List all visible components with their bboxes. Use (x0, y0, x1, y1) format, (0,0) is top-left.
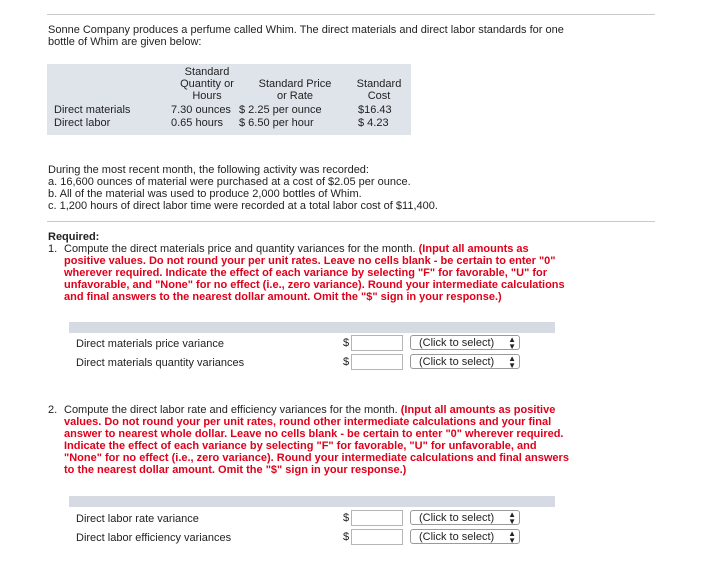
row-materials-quantity: 7.30 ounces (171, 104, 231, 116)
col-quantity-header-1: Standard (184, 66, 230, 78)
standards-table (47, 64, 411, 135)
activity-item-a: a. 16,600 ounces of material were purchased at a cost of $2.05 per ounce. (48, 176, 411, 188)
col-quantity-header-2: Quantity or (180, 78, 234, 90)
col-cost-header-2: Cost (367, 90, 391, 102)
labor-rate-variance-input[interactable] (351, 510, 403, 526)
required-heading: Required: (48, 231, 100, 243)
q1-question: Compute the direct materials price and quantity variances for the month. (64, 243, 416, 255)
labor-rate-effect-select[interactable] (410, 510, 520, 525)
q1-instruction-2: positive values. Do not round your per unit rates. Leave no cells blank - be certain to enter "0" (64, 255, 556, 267)
labor-rate-currency: $ (343, 512, 350, 524)
intro-line-1: Sonne Company produces a perfume called Whim. The direct materials and direct labor standards for one (48, 24, 564, 36)
q2-answer-table (69, 507, 555, 549)
activity-item-c: c. 1,200 hours of direct labor time were recorded at a total labor cost of $11,400. (48, 200, 438, 212)
select-arrows-icon: ▲ ▼ (508, 529, 516, 545)
row-materials-price: $ 2.25 per ounce (239, 104, 322, 116)
activity-item-b: b. All of the material was used to produce 2,000 bottles of Whim. (48, 188, 362, 200)
q1-instruction-5: and final answers to the nearest dollar amount. Omit the "$" sign in your response.) (64, 291, 502, 303)
q2-instruction-3: answer to nearest whole dollar. Leave no cells blank - be certain to enter "0" wherever required. (64, 428, 564, 440)
q2-text (64, 404, 555, 416)
q2-instruction-5: "None" for no effect (i.e., zero variance). Round your intermediate calculations and final answers (64, 452, 569, 464)
materials-quantity-currency: $ (343, 356, 350, 368)
row-labor-label: Direct labor (54, 117, 111, 129)
labor-efficiency-variance-input[interactable] (351, 529, 403, 545)
labor-rate-effect-value: (Click to select) (419, 512, 495, 524)
col-quantity-header-3: Hours (192, 90, 222, 102)
q1-instruction-1: (Input all amounts as (418, 243, 529, 255)
materials-price-effect-select[interactable] (410, 335, 520, 350)
labor-efficiency-currency: $ (343, 531, 350, 543)
col-cost-header-1: Standard (356, 78, 402, 90)
q2-instruction-4: Indicate the effect of each variance by selecting "F" for favorable, "U" for unfavorable, and (64, 440, 537, 452)
labor-rate-variance-label: Direct labor rate variance (76, 513, 199, 525)
row-labor-cost: $ 4.23 (358, 117, 389, 129)
q2-instruction-6: to the nearest dollar amount. Omit the "$" sign in your response.) (64, 464, 407, 476)
q2-instruction-2: values. Do not round your per unit rates, round other intermediate calculations and your final (64, 416, 552, 428)
q1-answer-header (69, 322, 555, 333)
section-divider (47, 221, 655, 222)
q1-answer-table (69, 333, 555, 375)
materials-quantity-effect-select[interactable] (410, 354, 520, 369)
labor-efficiency-effect-select[interactable] (410, 529, 520, 544)
intro-line-2: bottle of Whim are given below: (48, 36, 202, 48)
materials-price-currency: $ (343, 337, 350, 349)
select-arrows-icon: ▲ ▼ (508, 335, 516, 351)
materials-price-variance-input[interactable] (351, 335, 403, 351)
materials-quantity-effect-value: (Click to select) (419, 356, 495, 368)
col-price-header-2: or Rate (276, 90, 314, 102)
row-labor-quantity: 0.65 hours (171, 117, 223, 129)
q1-number: 1. (48, 243, 58, 255)
labor-efficiency-variance-label: Direct labor efficiency variances (76, 532, 232, 544)
materials-quantity-variance-label: Direct materials quantity variances (76, 357, 245, 369)
materials-price-effect-value: (Click to select) (419, 337, 495, 349)
row-materials-label: Direct materials (54, 104, 131, 116)
row-labor-price: $ 6.50 per hour (239, 117, 314, 129)
col-price-header-1: Standard Price (258, 78, 332, 90)
top-divider (47, 14, 655, 15)
q1-text (64, 243, 529, 255)
q2-question: Compute the direct labor rate and efficiency variances for the month. (64, 404, 398, 416)
labor-efficiency-effect-value: (Click to select) (419, 531, 495, 543)
select-arrows-icon: ▲ ▼ (508, 354, 516, 370)
select-arrows-icon: ▲ ▼ (508, 510, 516, 526)
materials-quantity-variance-input[interactable] (351, 354, 403, 370)
q2-instruction-1: (Input all amounts as positive (400, 404, 556, 416)
q2-number: 2. (48, 404, 58, 416)
q1-instruction-4: unfavorable, and "None" for no effect (i.e., zero variance). Round your intermediate calculations (64, 279, 565, 291)
row-materials-cost: $16.43 (358, 104, 392, 116)
activity-intro: During the most recent month, the following activity was recorded: (48, 164, 369, 176)
materials-price-variance-label: Direct materials price variance (76, 338, 224, 350)
q1-instruction-3: wherever required. Indicate the effect of each variance by selecting "F" for favorable, "U" for (64, 267, 548, 279)
q2-answer-header (69, 496, 555, 507)
